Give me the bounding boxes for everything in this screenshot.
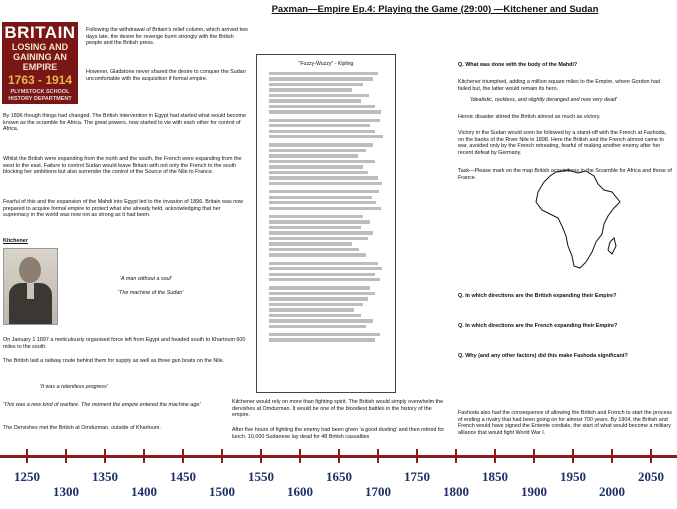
- omdurman-paragraph: Kitchener would rely on more than fighting spirit. The British would simply overwhelm the dervishes at Omdurman. It would be one of the bloodiest battles in the history of the empire.: [232, 399, 444, 419]
- question-british-expansion: Q. In which directions are the British expanding their Empire?: [458, 293, 617, 299]
- timeline-tick: [533, 449, 535, 463]
- machine-quote: 'The machine of the Sudan': [118, 290, 184, 296]
- poem-stanza: [269, 286, 387, 328]
- timeline-tick: [650, 449, 652, 463]
- page-title: Paxman—Empire Ep.4: Playing the Game (29:00) —Kitchener and Sudan: [271, 4, 599, 15]
- timeline-year-label: 1250: [14, 469, 40, 484]
- timeline-tick: [65, 449, 67, 463]
- timeline-year-label: 1700: [365, 484, 391, 499]
- timeline-year-label: 1450: [170, 469, 196, 484]
- timeline-year-label: 1600: [287, 484, 313, 499]
- fashoda-victory-paragraph: Victory in the Sudan would soon be followed by a stand-off with the French at Fashoda, on the banks of the River Nile in 1898. Here the British and the French almost came to war, avoided only by the French retreating, fearful of making another enemy after her recent defeat by Germany.: [458, 130, 667, 156]
- timeline-tick: [338, 449, 340, 463]
- poem-title: "Fuzzy-Wuzzy" - Kipling: [298, 61, 354, 67]
- egypt-paragraph: By 1896 though things had changed. The British intervention in Egypt had started what would become known as the scramble for Africa. The great powers, now started to vie with each other for control of Africa.: [3, 113, 246, 133]
- heroic-paragraph: Heroic disaster stirred the British almost as much as victory.: [458, 114, 601, 120]
- timeline-tick: [299, 449, 301, 463]
- poem-stanza: [269, 190, 387, 210]
- poem-stanza: [269, 262, 387, 282]
- question-french-expansion: Q. In which directions are the French expanding their Empire?: [458, 323, 618, 329]
- africa-map[interactable]: [534, 168, 622, 272]
- poem-stanza: [269, 333, 387, 342]
- triumph-paragraph: Kitchener triumphed, adding a million square miles to the Empire, where Gordon had failed but, the latter would remain its hero.: [458, 79, 660, 92]
- timeline-year-label: 1950: [560, 469, 586, 484]
- poem-box: [256, 54, 396, 393]
- logo-line-4: PLYMSTOCK SCHOOL HISTORY DEPARTMENT: [8, 89, 72, 102]
- railway-paragraph: The British laid a railway route behind them for supply as well as three gun boats on the Nile.: [3, 358, 225, 364]
- january-paragraph: On January 1 1897 a meticulously organised force left from Egypt and headed south to Khartoum 600 miles to the south.: [3, 337, 246, 350]
- gordon-quote: 'Idealistic, reckless, and slightly deranged and now very dead': [470, 97, 618, 103]
- question-fashoda: Q. Why (and any other factors) did this make Fashoda significant?: [458, 353, 628, 359]
- entente-paragraph: Fashoda also had the consequence of allowing the British and French to start the process of ending a rivalry that had been going on for almost 700 years. By 1904, the British and French would have signed the Entente cordiale, the start of what would become a military alliance that would fight World War I.: [458, 410, 672, 436]
- timeline-year-label: 1900: [521, 484, 547, 499]
- poem-stanza: [269, 215, 387, 257]
- timeline-year-label: 1550: [248, 469, 274, 484]
- timeline-year-label: 1400: [131, 484, 157, 499]
- mahdi-paragraph: Fearful of this and the expansion of the Mahdi into Egypt led to the invasion of 1896. Britain was now prepared to acquire formal empire to protect what she already held, acknowledging that her supremacy in the world was now not as strong as it had been.: [3, 199, 244, 219]
- poem-stanza: [269, 119, 387, 139]
- timeline-tick: [494, 449, 496, 463]
- warfare-quote: 'This was a new kind of warfare. The moment the empire entered the machine age': [3, 402, 201, 408]
- timeline-year-label: 1800: [443, 484, 469, 499]
- logo-line-3: 1763 - 1914: [7, 73, 73, 87]
- timeline-tick: [455, 449, 457, 463]
- gladstone-paragraph: However, Gladstone never shared the desire to conquer the Sudan uncomfortable with the acquisition if formal empire.: [86, 69, 246, 82]
- timeline-tick: [104, 449, 106, 463]
- department-logo: [2, 22, 78, 104]
- nile-paragraph: Whilst the British were expanding from the north and the south, the French were expanding from the west to the east. Failure to control Sudan would leave Britain with not only the French to the south blocking her ambitions but also surrender the control of the Source of the Nile to France.: [3, 156, 242, 176]
- timeline-tick: [221, 449, 223, 463]
- timeline-tick: [26, 449, 28, 463]
- timeline-year-label: 2050: [638, 469, 664, 484]
- intro-paragraph: Following the withdrawal of Britain's relief column, which arrived two days late, the desire for revenge burnt strongly with the British people and the British press.: [86, 27, 248, 47]
- timeline-year-label: 1500: [209, 484, 235, 499]
- poem-stanza: [269, 72, 387, 114]
- logo-line-1: BRITAIN: [4, 23, 76, 42]
- question-mahdi-body: Q. What was done with the body of the Mahdi?: [458, 62, 578, 68]
- timeline-tick: [416, 449, 418, 463]
- map-task: Task—Please mark on the map British acquisitions in the Scramble for Africa and those of France.: [458, 168, 672, 181]
- timeline-tick: [143, 449, 145, 463]
- timeline-year-label: 1350: [92, 469, 118, 484]
- after-battle-paragraph: After five hours of fighting the enemy had been given 'a good dusting' and then retired for lunch. 10,000 Sudanese lay dead for 48 British casualties: [232, 427, 445, 440]
- timeline-year-label: 2000: [599, 484, 625, 499]
- timeline-tick: [572, 449, 574, 463]
- timeline-year-label: 1850: [482, 469, 508, 484]
- dervishes-paragraph: The Dervishes met the British at Omdurman. outside of Khartoum.: [3, 425, 161, 431]
- timeline-year-label: 1750: [404, 469, 430, 484]
- logo-line-2: LOSING AND GAINING AN EMPIRE: [11, 42, 69, 72]
- soul-quote: 'A man without a soul': [120, 276, 172, 282]
- kitchener-label: Kitchener: [3, 238, 28, 244]
- relentless-quote: 'It was a relentless progress': [40, 384, 108, 390]
- timeline-tick: [611, 449, 613, 463]
- timeline-year-label: 1300: [53, 484, 79, 499]
- kitchener-portrait: [3, 248, 58, 325]
- timeline-tick: [182, 449, 184, 463]
- poem-stanza: [269, 143, 387, 185]
- timeline-tick: [377, 449, 379, 463]
- timeline-tick: [260, 449, 262, 463]
- timeline-year-label: 1650: [326, 469, 352, 484]
